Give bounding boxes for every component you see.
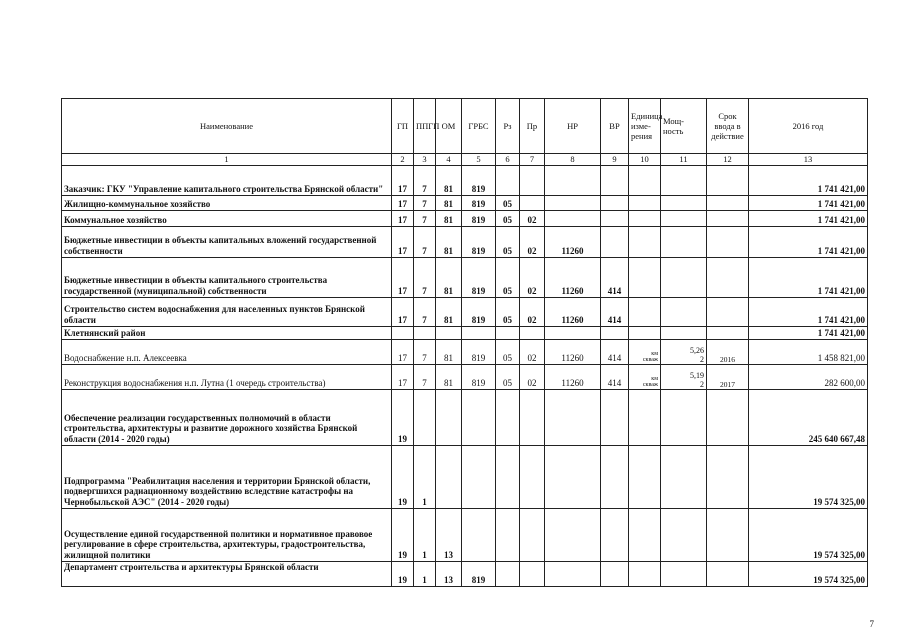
header-unit: Единица изме- рения (629, 99, 661, 154)
unit-wells: скваж (642, 357, 658, 364)
table-row (62, 562, 868, 587)
row-name: Коммунальное хозяйство (62, 211, 392, 227)
row-capacity (661, 166, 707, 196)
header-om: ОМ (436, 99, 462, 154)
row-om: 13 (436, 509, 462, 562)
row-name: Жилищно-коммунальное хозяйство (62, 196, 392, 211)
col-number: 5 (462, 154, 496, 166)
row-term (707, 509, 749, 562)
row-unit (629, 446, 661, 509)
row-name: Клетнянский район (62, 327, 392, 340)
row-om: 81 (436, 196, 462, 211)
row-unit (629, 509, 661, 562)
col-number: 3 (414, 154, 436, 166)
row-grbs (462, 446, 496, 509)
row-name: Заказчик: ГКУ "Управление капитального строительства Брянской области" (62, 166, 392, 196)
row-gp: 17 (392, 166, 414, 196)
row-pr (520, 509, 545, 562)
row-capacity (661, 298, 707, 327)
row-pr (520, 327, 545, 340)
col-number: 7 (520, 154, 545, 166)
row-ppgp: 1 (414, 509, 436, 562)
row-pr (520, 166, 545, 196)
row-pr (520, 390, 545, 446)
row-unit (629, 196, 661, 211)
capacity-wells: 2 (700, 354, 704, 364)
row-name: Водоснабжение н.п. Алексеевка (62, 340, 392, 365)
row-term (707, 562, 749, 587)
table-row (62, 446, 868, 509)
col-number: 13 (749, 154, 868, 166)
header-rz: Рз (496, 99, 520, 154)
row-name: Департамент строительства и архитектуры Брянской области (62, 562, 392, 587)
row-grbs: 819 (462, 365, 496, 390)
row-grbs: 819 (462, 298, 496, 327)
row-name: Строительство систем водоснабжения для населенных пунктов Брянской области (62, 298, 392, 327)
row-unit (629, 166, 661, 196)
row-ppgp: 7 (414, 211, 436, 227)
row-vr (601, 446, 629, 509)
row-pr: 02 (520, 298, 545, 327)
row-vr (601, 327, 629, 340)
row-unit (629, 340, 661, 365)
row-term (707, 258, 749, 298)
row-nr (545, 196, 601, 211)
row-amount: 1 458 821,00 (749, 340, 868, 365)
row-nr: 11260 (545, 365, 601, 390)
capacity-km: 5,26 (690, 345, 704, 355)
header-vr: ВР (601, 99, 629, 154)
row-nr (545, 509, 601, 562)
row-capacity (661, 509, 707, 562)
row-vr (601, 390, 629, 446)
unit-km: км (651, 350, 658, 357)
row-vr: 414 (601, 298, 629, 327)
row-vr: 414 (601, 365, 629, 390)
row-name: Подпрограмма "Реабилитация населения и территории Брянской области, подвергшихся радиационному воздействию вследствие катастрофы на Чернобыльской АЭС" (2014 - 2020 годы) (62, 446, 392, 509)
row-nr: 11260 (545, 340, 601, 365)
row-ppgp: 7 (414, 196, 436, 211)
row-gp: 17 (392, 258, 414, 298)
row-unit (629, 365, 661, 390)
row-rz (496, 390, 520, 446)
row-capacity (661, 327, 707, 340)
row-vr (601, 562, 629, 587)
col-number: 4 (436, 154, 462, 166)
unit-wells: скваж (642, 382, 658, 389)
col-number: 8 (545, 154, 601, 166)
row-ppgp: 7 (414, 166, 436, 196)
table-row (62, 166, 868, 196)
row-nr (545, 562, 601, 587)
row-nr: 11260 (545, 298, 601, 327)
capacity-km: 5,19 (690, 370, 704, 380)
row-om: 81 (436, 340, 462, 365)
row-amount: 1 741 421,00 (749, 298, 868, 327)
header-name: Наименование (62, 99, 392, 154)
row-term (707, 327, 749, 340)
row-ppgp (414, 327, 436, 340)
header-term: Срок ввода в действие (707, 99, 749, 154)
row-rz (496, 509, 520, 562)
row-pr: 02 (520, 227, 545, 258)
table-row (62, 298, 868, 327)
row-amount: 245 640 667,48 (749, 390, 868, 446)
row-nr (545, 446, 601, 509)
row-vr (601, 227, 629, 258)
row-term (707, 390, 749, 446)
row-pr: 02 (520, 258, 545, 298)
row-vr (601, 196, 629, 211)
row-grbs (462, 327, 496, 340)
row-amount: 1 741 421,00 (749, 258, 868, 298)
row-nr (545, 166, 601, 196)
row-gp: 19 (392, 509, 414, 562)
row-name: Реконструкция водоснабжения н.п. Лутна (1 очередь строительства) (62, 365, 392, 390)
row-term (707, 196, 749, 211)
row-gp: 19 (392, 390, 414, 446)
row-grbs (462, 390, 496, 446)
row-term: 2017 (707, 365, 749, 390)
budget-table (61, 98, 868, 587)
row-rz: 05 (496, 211, 520, 227)
row-rz: 05 (496, 340, 520, 365)
row-om: 81 (436, 365, 462, 390)
row-om: 81 (436, 258, 462, 298)
row-term (707, 211, 749, 227)
row-pr (520, 196, 545, 211)
col-number: 10 (629, 154, 661, 166)
row-ppgp: 7 (414, 340, 436, 365)
row-grbs: 819 (462, 562, 496, 587)
row-unit (629, 327, 661, 340)
header-year: 2016 год (749, 99, 868, 154)
col-number: 6 (496, 154, 520, 166)
row-amount: 1 741 421,00 (749, 227, 868, 258)
row-gp: 17 (392, 365, 414, 390)
column-number-row (62, 154, 868, 166)
row-gp: 17 (392, 298, 414, 327)
col-number: 11 (661, 154, 707, 166)
row-unit (629, 227, 661, 258)
capacity-wells: 2 (700, 379, 704, 389)
table-row (62, 509, 868, 562)
col-number: 2 (392, 154, 414, 166)
row-gp (392, 327, 414, 340)
table-row (62, 227, 868, 258)
row-ppgp: 7 (414, 365, 436, 390)
row-name: Бюджетные инвестиции в объекты капитальных вложений государственной собственности (62, 227, 392, 258)
col-number: 1 (62, 154, 392, 166)
row-gp: 19 (392, 446, 414, 509)
row-capacity (661, 258, 707, 298)
row-om (436, 327, 462, 340)
row-nr: 11260 (545, 258, 601, 298)
row-unit (629, 390, 661, 446)
row-rz: 05 (496, 365, 520, 390)
row-nr (545, 211, 601, 227)
row-om: 81 (436, 298, 462, 327)
row-rz (496, 562, 520, 587)
row-om: 81 (436, 211, 462, 227)
row-vr: 414 (601, 258, 629, 298)
row-grbs: 819 (462, 258, 496, 298)
row-capacity (661, 562, 707, 587)
page-number: 7 (869, 619, 874, 629)
row-om (436, 390, 462, 446)
row-pr: 02 (520, 211, 545, 227)
row-unit (629, 211, 661, 227)
row-grbs: 819 (462, 211, 496, 227)
row-rz (496, 166, 520, 196)
row-om: 81 (436, 166, 462, 196)
row-term (707, 227, 749, 258)
header-row (62, 99, 868, 154)
row-nr (545, 390, 601, 446)
row-term: 2016 (707, 340, 749, 365)
header-nr: НР (545, 99, 601, 154)
row-ppgp: 7 (414, 258, 436, 298)
row-pr: 02 (520, 340, 545, 365)
row-grbs (462, 509, 496, 562)
row-amount: 1 741 421,00 (749, 196, 868, 211)
row-nr (545, 327, 601, 340)
row-capacity (661, 211, 707, 227)
row-vr: 414 (601, 340, 629, 365)
row-ppgp: 7 (414, 227, 436, 258)
table-row (62, 211, 868, 227)
row-rz (496, 327, 520, 340)
row-term (707, 446, 749, 509)
row-capacity (661, 390, 707, 446)
row-om: 81 (436, 227, 462, 258)
row-amount: 1 741 421,00 (749, 211, 868, 227)
header-grbs: ГРБС (462, 99, 496, 154)
table-row (62, 390, 868, 446)
row-term (707, 298, 749, 327)
table-row (62, 340, 868, 365)
col-number: 9 (601, 154, 629, 166)
row-amount: 1 741 421,00 (749, 327, 868, 340)
row-unit (629, 298, 661, 327)
row-pr: 02 (520, 365, 545, 390)
row-rz (496, 446, 520, 509)
row-name: Бюджетные инвестиции в объекты капитального строительства государственной (муниципальной) собственности (62, 258, 392, 298)
row-capacity (661, 446, 707, 509)
row-om: 13 (436, 562, 462, 587)
row-ppgp (414, 390, 436, 446)
row-nr: 11260 (545, 227, 601, 258)
row-amount: 1 741 421,00 (749, 166, 868, 196)
row-capacity (661, 365, 707, 390)
row-name: Обеспечение реализации государственных полномочий в области строительства, архитектуры и развитие дорожного хозяйства Брянской области (2014 - 2020 годы) (62, 390, 392, 446)
row-pr (520, 446, 545, 509)
col-number: 12 (707, 154, 749, 166)
header-pr: Пр (520, 99, 545, 154)
header-gp: ГП (392, 99, 414, 154)
row-rz: 05 (496, 258, 520, 298)
row-capacity (661, 227, 707, 258)
row-amount: 282 600,00 (749, 365, 868, 390)
row-om (436, 446, 462, 509)
row-gp: 17 (392, 211, 414, 227)
unit-km: км (651, 375, 658, 382)
row-unit (629, 258, 661, 298)
row-grbs: 819 (462, 166, 496, 196)
row-pr (520, 562, 545, 587)
table-row (62, 196, 868, 211)
row-term (707, 166, 749, 196)
row-rz: 05 (496, 196, 520, 211)
row-gp: 19 (392, 562, 414, 587)
row-ppgp: 7 (414, 298, 436, 327)
row-name: Осуществление единой государственной политики и нормативное правовое регулирование в сфере строительства, архитектуры, градостроительства, жилищной политики (62, 509, 392, 562)
row-grbs: 819 (462, 227, 496, 258)
table-row (62, 327, 868, 340)
row-grbs: 819 (462, 196, 496, 211)
row-rz: 05 (496, 298, 520, 327)
table-row (62, 258, 868, 298)
row-vr (601, 509, 629, 562)
row-ppgp: 1 (414, 562, 436, 587)
row-vr (601, 211, 629, 227)
row-rz: 05 (496, 227, 520, 258)
row-gp: 17 (392, 196, 414, 211)
row-capacity (661, 340, 707, 365)
row-vr (601, 166, 629, 196)
header-capacity: Мощ- ность (661, 99, 707, 154)
row-amount: 19 574 325,00 (749, 562, 868, 587)
row-gp: 17 (392, 227, 414, 258)
row-amount: 19 574 325,00 (749, 446, 868, 509)
row-grbs: 819 (462, 340, 496, 365)
row-capacity (661, 196, 707, 211)
row-ppgp: 1 (414, 446, 436, 509)
row-gp: 17 (392, 340, 414, 365)
table-row (62, 365, 868, 390)
row-amount: 19 574 325,00 (749, 509, 868, 562)
header-ppgp: ППГП (414, 99, 436, 154)
row-unit (629, 562, 661, 587)
